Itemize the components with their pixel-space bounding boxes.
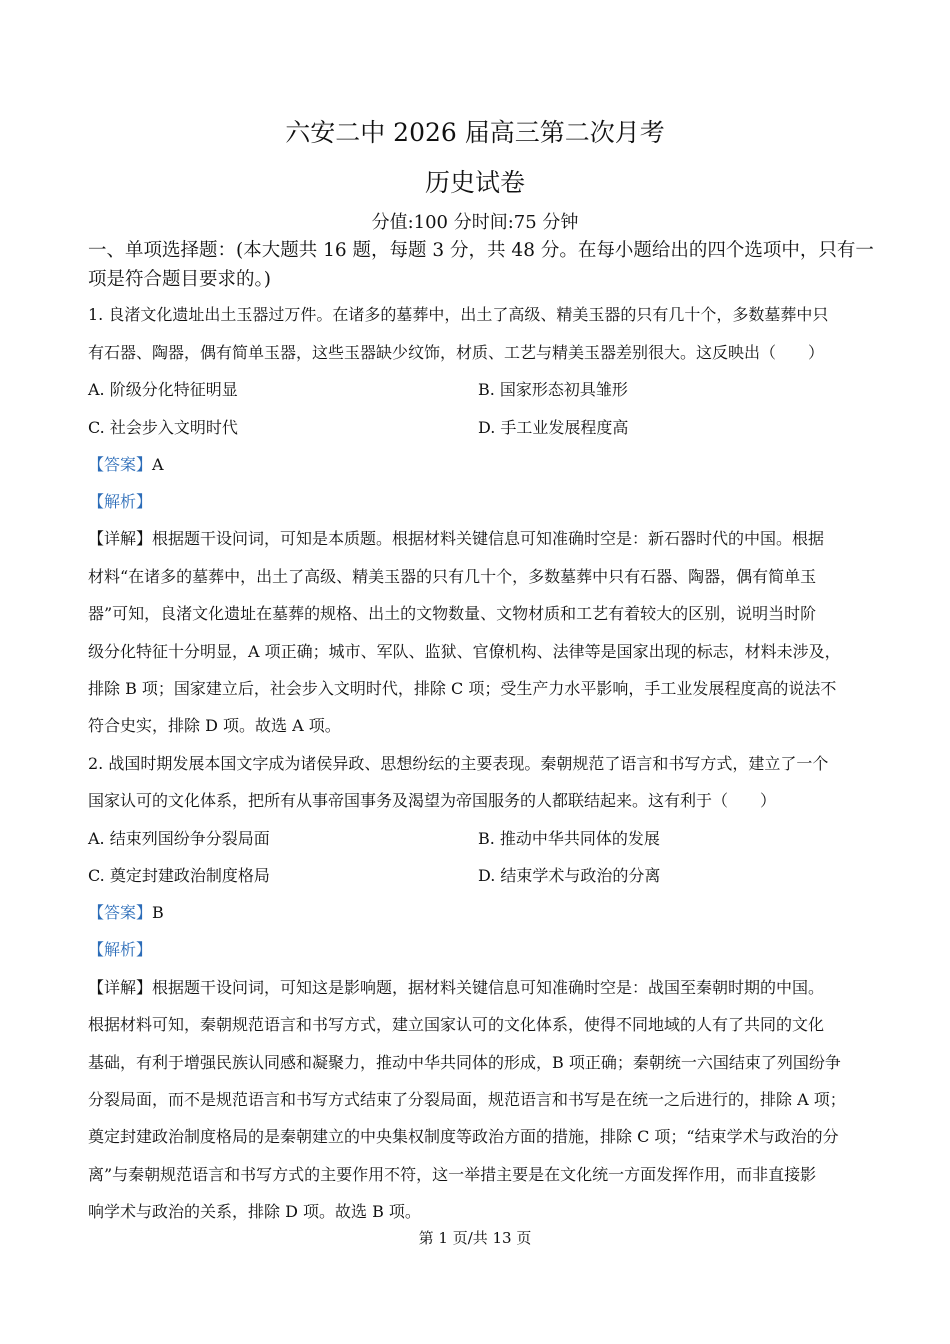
q1-detail-line: 符合史实，排除 D 项。故选 A 项。 [88, 716, 341, 735]
q2-detail-line: 离”与秦朝规范语言和书写方式的主要作用不符，这一举措主要是在文化统一方面发挥作用，而非直接影 [88, 1165, 817, 1184]
school-title: 六安二中 2026 届高三第二次月考 [285, 118, 665, 147]
q2-answer [88, 900, 873, 923]
page-footer: 第 1 页/共 13 页 [418, 1229, 532, 1247]
detail-tag: 【详解】 [88, 529, 153, 548]
q1-detail-line: 排除 B 项；国家建立后，社会步入文明时代，排除 C 项；受生产力水平影响，手工业发展程度高的说法不 [88, 679, 837, 698]
q1-analysis-tag: 【解析】 [88, 492, 153, 511]
q2-option-c: C. 奠定封建政治制度格局 [88, 866, 270, 885]
q2-detail-line: 奠定封建政治制度格局的是秦朝建立的中央集权制度等政治方面的措施，排除 C 项；“结束学术与政治的分 [88, 1127, 839, 1146]
answer-tag: 【答案】 [88, 903, 153, 922]
q2-detail-line [88, 975, 873, 998]
q1-stem-line: 有石器、陶器，偶有简单玉器，这些玉器缺少纹饰，材质、工艺与精美玉器差别很大。这反映出（ ） [88, 343, 825, 362]
detail-text: 根据题干设问词，可知这是影响题，据材料关键信息可知准确时空是：战国至秦朝时期的中国。 [152, 978, 825, 997]
q2-detail-line: 根据材料可知，秦朝规范语言和书写方式，建立国家认可的文化体系，使得不同地域的人有了共同的文化 [88, 1015, 825, 1034]
answer-value: B [152, 903, 164, 922]
detail-tag: 【详解】 [88, 978, 153, 997]
q1-answer [88, 452, 873, 475]
q2-stem-line: 国家认可的文化体系，把所有从事帝国事务及渴望为帝国服务的人都联结起来。这有利于（ ） [88, 791, 777, 810]
q1-option-a: A. 阶级分化特征明显 [88, 380, 238, 399]
q2-stem-line: 2. 战国时期发展本国文字成为诸侯异政、思想纷纭的主要表现。秦朝规范了语言和书写方式，建立了一个 [88, 754, 829, 773]
q2-option-d: D. 结束学术与政治的分离 [478, 866, 661, 885]
q1-detail-line [88, 526, 873, 549]
q1-detail-line: 器”可知，良渚文化遗址在墓葬的规格、出土的文物数量、文物材质和工艺有着较大的区别，说明当时阶 [88, 604, 817, 623]
q2-detail-line: 分裂局面，而不是规范语言和书写方式结束了分裂局面，规范语言和书写是在统一之后进行的，排除 A 项； [88, 1090, 846, 1109]
q1-detail-line: 级分化特征十分明显，A 项正确；城市、军队、监狱、官僚机构、法律等是国家出现的标志，材料未涉及， [88, 642, 841, 661]
exam-meta: 分值:100 分时间:75 分钟 [371, 212, 579, 233]
q1-option-b: B. 国家形态初具雏形 [478, 380, 628, 399]
q1-detail-line: 材料“在诸多的墓葬中，出土了高级、精美玉器的只有几十个，多数墓葬中只有石器、陶器，偶有简单玉 [88, 567, 817, 586]
q2-option-b: B. 推动中华共同体的发展 [478, 829, 660, 848]
q1-stem-line: 1. 良渚文化遗址出土玉器过万件。在诸多的墓葬中，出土了高级、精美玉器的只有几十个，多数墓葬中只 [88, 305, 829, 324]
q1-option-c: C. 社会步入文明时代 [88, 418, 238, 437]
answer-tag: 【答案】 [88, 455, 153, 474]
subject-title: 历史试卷 [424, 168, 525, 197]
q2-detail-line: 基础，有利于增强民族认同感和凝聚力，推动中华共同体的形成，B 项正确；秦朝统一六国结束了列国纷争 [88, 1053, 841, 1072]
section-heading: 一、单项选择题：(本大题共 16 题，每题 3 分，共 48 分。在每小题给出的四个选项中，只有一项是符合题目要求的。) [88, 240, 874, 290]
detail-text: 根据题干设问词，可知是本质题。根据材料关键信息可知准确时空是：新石器时代的中国。根据 [152, 529, 825, 548]
q2-detail-line: 响学术与政治的关系，排除 D 项。故选 B 项。 [88, 1202, 421, 1221]
q2-option-a: A. 结束列国纷争分裂局面 [88, 829, 270, 848]
q2-analysis-tag: 【解析】 [88, 940, 153, 959]
answer-value: A [152, 455, 164, 474]
q1-option-d: D. 手工业发展程度高 [478, 418, 629, 437]
